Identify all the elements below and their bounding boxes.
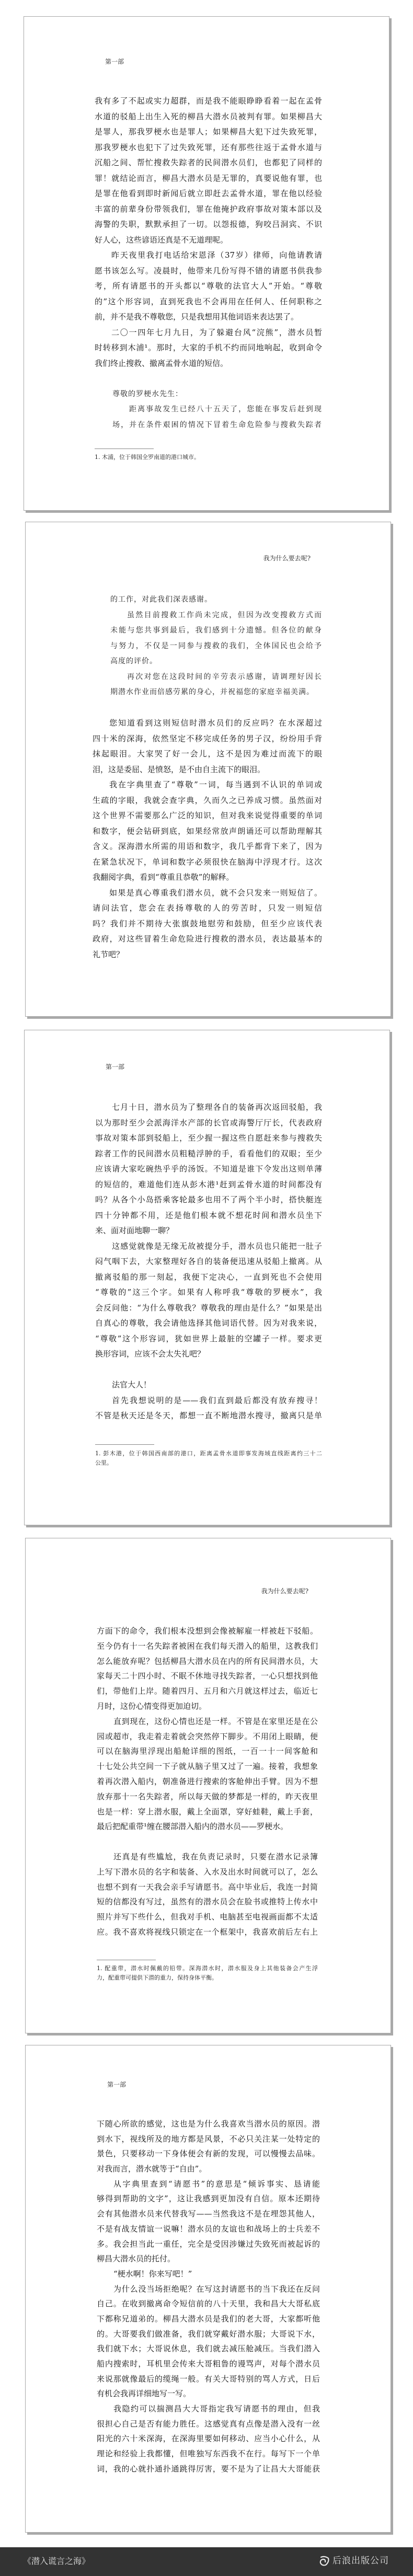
text-line: 那我罗梗水也犯下了过失致死罪，还有那些往返于孟骨水道与 — [95, 142, 322, 152]
text-line: 如果是真心尊重我们潜水员，就不会只发来一则短信了。 — [109, 888, 322, 898]
wave-logo-icon — [319, 2555, 330, 2567]
text-line: 的。大哥要我们做准备，我们就穿戴好潜水服；大哥说下水， — [97, 2329, 320, 2339]
text-line: 着再次潜入船内，朝准备进行搜索的客舱伸出手臂。因为不想 — [97, 1776, 318, 1786]
text-line: 从字典里查到“请愿书”的意思是“倾诉事实、恳请能 — [113, 2179, 320, 2189]
text-line: 最后把配重带¹缠在腰部潜入船内的潜水员——罗梗水。 — [97, 1822, 289, 1832]
footnote-line: 1. 木浦，位于韩国全罗南道的港口城市。 — [95, 454, 200, 461]
text-line: 四十分钟都不用，还是他们根本就不想花时间和潜水员坐下 — [95, 1210, 322, 1220]
running-header: 第一部 — [107, 2081, 127, 2088]
footnote — [95, 1449, 322, 1468]
text-line: 高度的评价。 — [110, 657, 157, 665]
book-page — [25, 522, 391, 1017]
text-line: 阳光的六十米深海，在深海里要如何移动、应当小心什么，从 — [97, 2434, 320, 2444]
text-line: 对我而言，潜水就等于“自由”。 — [97, 2164, 207, 2174]
paragraph — [97, 2282, 320, 2402]
book-page — [24, 1030, 390, 1525]
paragraph — [95, 1100, 322, 1239]
text-line: 考，所有请愿书的开头都以“尊敬的法官大人”开始。“尊敬 — [95, 281, 322, 291]
text-line: “尊敬”这个形容词，犹如世界上最脏的空罐子一样。要求更 — [95, 1333, 322, 1343]
text-line: 期潜水作业而倍感劳累的身心，并祝福您的家庭幸福美满。 — [110, 688, 314, 696]
text-line: 您知道看到这则短信时潜水员们的反应吗？在水深超过 — [109, 718, 322, 728]
text-line: 撤离驳船的那一刻起，我便下定决心，一直到死也不会使用 — [95, 1272, 322, 1282]
text-line: 下都称兄道弟的。柳昌大潜水员是我们的老大哥，大家都听他 — [97, 2314, 320, 2324]
paragraph — [97, 2117, 320, 2177]
text-line: 怎么能放弃呢？包括柳昌大潜水员在内的所有民间潜水员，大 — [97, 1656, 318, 1666]
text-line: 这个世界不需要那么广泛的知识，但对我来说觉得重要的单词 — [93, 811, 322, 820]
text-line: 法官大人！ — [112, 1380, 152, 1389]
text-line: 有机会我再详细地写一写。 — [97, 2389, 191, 2399]
text-line: 抹起眼泪。大家哭了好一会儿，这不是因为难过而流下的眼 — [93, 749, 322, 758]
text-line: 船内搜索时，耳机里会传来大哥粗鲁的谩骂声，对每个潜水员 — [97, 2359, 320, 2368]
paragraph — [95, 325, 322, 372]
running-header: 第一部 — [105, 58, 124, 65]
book-page — [25, 2045, 391, 2533]
paragraph — [95, 94, 322, 248]
text-line: 自己。在收到撤离命令短信前的八十天里，我和昌大大哥私底 — [97, 2299, 320, 2309]
text-line: 吗？从各个小岛搭乘客轮最多也用不了两个半小时，搭快艇连 — [95, 1195, 322, 1204]
footer-bar — [0, 2547, 413, 2576]
text-line: 我在字典里查了“尊敬”一词，每当遇到不认识的单词或 — [109, 780, 322, 789]
paragraph — [93, 886, 322, 963]
running-header: 我为什么要去呢? — [261, 1588, 308, 1595]
text-line: 愿书该怎么写。凌晨时，他带来几份写得不错的请愿书供我参 — [95, 266, 322, 275]
text-line: 含义。深海潜水所需的用语和数字，我几乎都背下来了，因为 — [93, 842, 322, 851]
page-body — [97, 2117, 320, 2477]
text-line: 可以在脑海里浮现出船舱详细的图纸，一百一十一间客舱和 — [97, 1746, 318, 1756]
running-header: 第一部 — [106, 1063, 125, 1071]
publisher-name: 后浪出版公司 — [332, 2556, 389, 2566]
page-body — [95, 94, 322, 433]
text-line: 放弃那十一名失踪者，所以每天做的梦都是一样的，昨天夜里 — [97, 1791, 318, 1801]
section-break — [93, 700, 322, 716]
text-line: 景色，只要移动一下身体便会有新的发现，可以慢慢去品味。 — [97, 2149, 320, 2159]
section-break — [95, 371, 322, 387]
book-page — [24, 16, 389, 511]
footnote-line: 1. 彭木港，位于韩国西南部的港口，距离孟骨水道即事发海域直线距离约三十二 — [95, 1450, 322, 1457]
text-line: 昨天夜里我打电话给宋恩泽（37岁）律师，向他请教请 — [111, 250, 322, 260]
text-line: 未能与您共事到最后，我们感到十分遗憾。但各位的献身 — [110, 626, 322, 635]
footnote — [95, 453, 322, 462]
text-line: “梗水啊！你来写吧！” — [113, 2269, 192, 2279]
footnote-line: 公里。 — [95, 1459, 112, 1466]
paragraph — [95, 1239, 322, 1362]
text-line: 也是一样：穿上潜水服，戴上全面罩，穿好蛙鞋，戴上手套， — [97, 1807, 318, 1816]
running-header: 我为什么要去呢? — [263, 555, 311, 562]
text-line: 时转移到木浦¹。那时，大家的手机不约而同地响起，收到命令 — [95, 343, 322, 352]
text-line: 二〇一四年七月九日，为了躲避台风“浣熊”，潜水员暂 — [111, 327, 322, 337]
text-line: 以为那时至少会派海洋水产部的长官或海警厅厅长，代表政府 — [95, 1118, 322, 1128]
text-line: 我隐约可以揣测昌大大哥指定我写请愿书的理由，但我 — [113, 2404, 320, 2414]
text-line: 来、面对面地聊一聊？ — [95, 1226, 174, 1235]
text-line: 们，带他们上岸。随着四月、五月和六月就这样过去，临近七 — [97, 1686, 318, 1696]
text-line: 踪者工作的民间潜水员粗糙浮肿的手，看看他们的双眼；至少 — [95, 1148, 322, 1158]
text-line: 不管是秋天还是冬天，都想一直不断地潜水搜寻，撤离只是单 — [95, 1411, 322, 1420]
text-line: 换形容词，应该不会太失礼吧？ — [95, 1349, 205, 1359]
text-line: 我们就下水；大哥说休息，我们就去减压舱减压。当我们潜入 — [97, 2344, 320, 2354]
text-line: 我们终止搜救、撤离孟骨水道的短信。 — [95, 358, 228, 368]
text-line: 请问法官，您会在表扬尊敬的人的劳苦时，只发一则短信 — [93, 903, 322, 913]
text-line: 生疏的字眼，我就会查字典，久而久之已养成习惯。虽然面对 — [93, 795, 322, 805]
text-line: 是罪人，那我罗梗水也是罪人；如果柳昌大犯下过失致死罪， — [95, 127, 322, 136]
text-line: 罪！就结论而言，柳昌大潜水员是无罪的，真要说他有罪，也 — [95, 173, 322, 183]
quoted-letter-paragraph — [112, 387, 322, 402]
text-line: 丰富的前辈身份带领我们，罪在他掩护政府事故对策本部以及 — [95, 204, 322, 214]
book-page — [25, 1538, 391, 2033]
quoted-letter-paragraph — [110, 608, 322, 670]
page-body — [95, 1100, 322, 1424]
text-line: 会反问他：“为什么尊敬我？尊敬我的理由是什么？”如果是出 — [95, 1303, 322, 1313]
footnote-line: 力，配重带可提供下潜的重力，保持身体平衡。 — [97, 1974, 217, 1981]
text-line: 至今仍有十一名失踪者被困在我们每天潜入的船里，这教我们 — [97, 1641, 318, 1651]
text-line: 是罪在他看到即时新闻后就立即赶去孟骨水道，罪在他以经验 — [95, 189, 322, 198]
text-line: 柳昌大潜水员的托付。 — [97, 2254, 176, 2264]
text-line: 多。我会担当此一重任，完全是受因涉嫌过失致死而被起诉的 — [97, 2239, 320, 2249]
text-line: 尊敬的罗梗水先生： — [112, 389, 183, 398]
text-line: 礼节吧？ — [93, 949, 124, 959]
book-title: 《潜入谎言之海》 — [23, 2556, 90, 2566]
text-line: 家每天二十四小时、不眠不休地寻找失踪者，一心只想找到他 — [97, 1671, 318, 1681]
text-line: 来说那就像最后的缆绳一般。有关大哥特别的骂人方式，日后 — [97, 2374, 320, 2384]
text-line: 理论和经验上我都懂，但唯独写东西我不在行。每写下一个单 — [97, 2449, 320, 2459]
page-body — [97, 1624, 318, 1940]
text-line: 短的信都没有写过，虽然有的潜水员会在脸书或推特上传水中 — [97, 1897, 318, 1907]
paragraph — [97, 2177, 320, 2267]
text-line: 与努力，不仅是一同参与搜救的我们，全体国民也会给予 — [110, 641, 322, 650]
text-line: 四十米的深海，依然坚定不移完成任务的男子汉，纷纷用手背 — [93, 733, 322, 743]
text-line: 方面下的命令，我们根本没想到会像被解雇一样被赶下驳船。 — [97, 1626, 318, 1636]
text-line: 会有其他潜水员来代替我写——当然我这不是在埋怨其他人， — [97, 2209, 320, 2219]
quoted-letter-paragraph — [112, 402, 322, 433]
text-line: 距离事故发生已经八十五天了，您能在事发后赶到现 — [129, 405, 322, 413]
text-line: 照片并写下些什么，但我对手机、电脑甚至电视画面都不太适 — [97, 1912, 318, 1922]
text-line: 首先我想说明的是——我们直到最后都没有放弃搜寻！ — [112, 1395, 322, 1405]
text-line: “尊敬的”这三个字。如果有人称呼我“尊敬的罗梗水”，我 — [95, 1287, 322, 1297]
text-line: 很担心自己是否有能力胜任。这感觉真有点像是潜入没有一丝 — [97, 2419, 320, 2429]
paragraph — [97, 1849, 318, 1940]
text-line: 沉船之间、帮忙搜救失踪者的民间潜水员们，也都犯了同样的 — [95, 158, 322, 167]
text-line: 前，并不是我不尊敬您，只是我想用其他词语来表达罢了。 — [95, 312, 299, 321]
text-line: 够得到帮助的文字”，这让我感到更加没有自信。原本还期待 — [97, 2194, 320, 2204]
text-line: 泪，这是委屈、是愤怒，是不由自主流下的眼泪。 — [93, 764, 266, 774]
text-line: 我翻阅字典，看到“尊重且恭敬”的解释。 — [93, 872, 234, 882]
text-line: 下随心所欲的感觉，这也是为什么我喜欢当潜水员的原因。潜 — [97, 2119, 320, 2129]
text-line: 到水下，视线所及的地方都是风景，不必只关注某一处特定的 — [97, 2134, 320, 2144]
text-line: 为什么没当场拒绝呢？在写这封请愿书的当下我还在反问 — [113, 2284, 320, 2294]
text-line: 事故对策本部到驳船上，至少握一握这些自愿赶来参与搜救失 — [95, 1133, 322, 1143]
text-line: 海警的失职，默默承担了一切。以怨报德，狗咬吕洞宾、不识 — [95, 220, 322, 229]
text-line: 词，我的心就扑通扑通跳得厉害，要不是为了让昌大大哥能获 — [97, 2464, 320, 2474]
text-line: 的短信的，难道他们连从彭木港¹赶到孟骨水道的时间都没有 — [95, 1179, 322, 1189]
text-line: 应。我不喜欢将视线只锁定在一个框架中，我喜欢前后左右上 — [97, 1927, 318, 1937]
text-line: 好人心，这些谚语还真是不无道理呢。 — [95, 235, 228, 245]
text-line: 月时，这份心情变得更加迫切。 — [97, 1701, 207, 1711]
quoted-letter-paragraph — [110, 670, 322, 700]
text-line: 的工作，对此我们深表感谢。 — [110, 595, 212, 604]
paragraph — [97, 2267, 320, 2282]
paragraph — [95, 1377, 322, 1393]
section-break — [95, 1362, 322, 1378]
paragraph — [93, 777, 322, 886]
text-line: 在紧急状况下，单词和数字必须很快在脑海中浮现才行。这次 — [93, 857, 322, 867]
text-line: 场，并在条件艰困的情况下冒着生命危险参与搜救失踪者 — [112, 420, 322, 429]
paragraph — [97, 2401, 320, 2476]
text-line: 我有多了不起或实力超群，而是我不能眼睁睁看着一起在孟骨 — [95, 96, 322, 106]
text-line: 自真心的尊敬，我会请他选择其他词语代替。因为对我来说， — [95, 1318, 322, 1328]
text-line: 直到现在，这份心情也还是一样。不管是在家里还是在公 — [113, 1716, 318, 1726]
footnote-divider — [95, 1444, 154, 1445]
text-line: 的”这个形容词，直到死我也不会再用在任何人、任何职称之 — [95, 296, 322, 306]
text-line: 也想不到有一天我会亲手写请愿书。高中毕业后，我连一封简 — [97, 1882, 318, 1892]
paragraph — [97, 1624, 318, 1714]
paragraph — [97, 1714, 318, 1834]
text-line: 应该请大家吃碗热乎乎的汤饭。不知道是谁下令发出这则单薄 — [95, 1164, 322, 1174]
text-line: 不是有战友情谊一说嘛！潜水员的友谊也和战场上的士兵差不 — [97, 2224, 320, 2234]
quoted-letter-paragraph — [110, 592, 322, 608]
text-line: 再次对您在这段时间的辛劳表示感谢，请调理好因长 — [127, 672, 322, 681]
text-line: 政府，对这些冒着生命危险进行搜救的潜水员，表达最基本的 — [93, 934, 322, 944]
text-line: 这感觉就像是无缘无故被提分手，潜水员也只能把一肚子 — [112, 1241, 322, 1251]
page-body — [93, 592, 322, 962]
text-line: 上写下潜水员的名字和装备、入水及出水时间就可以了，怎么 — [97, 1867, 318, 1877]
text-line: 七月十日，潜水员为了整理各自的装备再次返回驳船，我 — [112, 1102, 322, 1112]
paragraph — [95, 1393, 322, 1424]
text-line: 还真是有些尴尬，我在负责记录时，只要在潜水记录簿 — [113, 1852, 318, 1861]
footnote — [97, 1964, 318, 1983]
text-line: 和数字，便会钻研到底，如果经常放声朗诵还可以帮助理解其 — [93, 826, 322, 836]
text-line: 十七处公共空间一下子就从脑子里又过了一遍。接着，我想象 — [97, 1762, 318, 1772]
text-line: 园或超市，我走着走着就会突然停下脚步。不用闭上眼睛，便 — [97, 1731, 318, 1741]
publisher-logo — [319, 2555, 389, 2567]
text-line: 闷气咽下去，大家整理好各自的装备便迅速从驳船上撤离。从 — [95, 1257, 322, 1266]
footnote-line: 1. 配重带，潜水时佩戴的铅带。深海潜水时，潜水服及身上其他装备会产生浮 — [97, 1965, 318, 1972]
text-line: 吗？我们并不期待大张旗鼓地慰劳和鼓励，但至少应该代表 — [93, 918, 322, 928]
footnote-divider — [95, 448, 154, 449]
paragraph — [93, 716, 322, 777]
section-break — [97, 1834, 318, 1849]
paragraph — [95, 248, 322, 325]
text-line: 水道的驳船上出生入死的柳昌大潜水员被判有罪。如果柳昌大 — [95, 111, 322, 121]
text-line: 虽然目前搜救工作尚未完成，但因为改变搜救方式而 — [127, 611, 322, 619]
